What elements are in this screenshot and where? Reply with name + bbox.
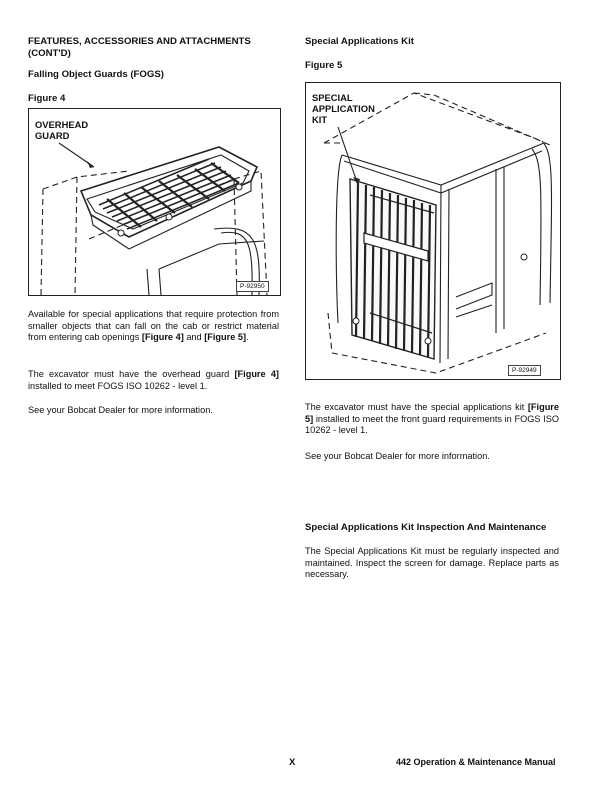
front-screen [350, 179, 436, 359]
fogs-description-paragraph: Available for special applications that require protection from smaller objects that can fall on the cab or restrict material from entering cab openings [Figure 4] and [Figure 5]. [28, 309, 279, 343]
part-number: P-92950 [236, 281, 269, 292]
special-applications-heading: Special Applications Kit [305, 36, 414, 47]
part-number: P-92949 [508, 365, 541, 376]
inspection-paragraph: The Special Applications Kit must be regularly inspected and maintained. Inspect the screen for damage. Replace parts as necessary. [305, 546, 559, 580]
figure-4-reference: [Figure 4] [234, 369, 279, 379]
inspection-maintenance-heading: Special Applications Kit Inspection And Maintenance [305, 522, 547, 533]
dealer-note: See your Bobcat Dealer for more information. [28, 405, 213, 415]
section-heading: FEATURES, ACCESSORIES AND ATTACHMENTS (CONT'D) [28, 36, 251, 59]
figure-4-label: Figure 4 [28, 93, 66, 104]
figure-5-label: Figure 5 [305, 60, 343, 71]
figure-4-overhead-guard [28, 108, 281, 296]
overhead-guard-requirement-paragraph: The excavator must have the overhead guard [Figure 4] installed to meet FOGS ISO 10262 - level 1. [28, 369, 279, 391]
manual-title: 442 Operation & Maintenance Manual [396, 757, 556, 767]
dealer-note: See your Bobcat Dealer for more information. [305, 451, 490, 461]
figure-5-reference: [Figure 5] [305, 402, 559, 424]
kit-requirement-paragraph: The excavator must have the special applications kit [Figure 5] installed to meet the front guard requirements in FOGS ISO 10262 - level 1. [305, 402, 559, 436]
special-application-kit-callout: SPECIAL APPLICATION KIT [312, 92, 375, 126]
overhead-guard-callout: OVERHEAD GUARD [35, 119, 89, 142]
figure-4-reference: [Figure 4] [141, 332, 184, 343]
figure-5-reference: [Figure 5] [204, 332, 247, 343]
figure-5-special-applications-kit [305, 82, 561, 380]
special-applications-kit-illustration [306, 83, 560, 379]
page-number: X [289, 757, 296, 768]
fogs-subheading: Falling Object Guards (FOGS) [28, 69, 164, 80]
